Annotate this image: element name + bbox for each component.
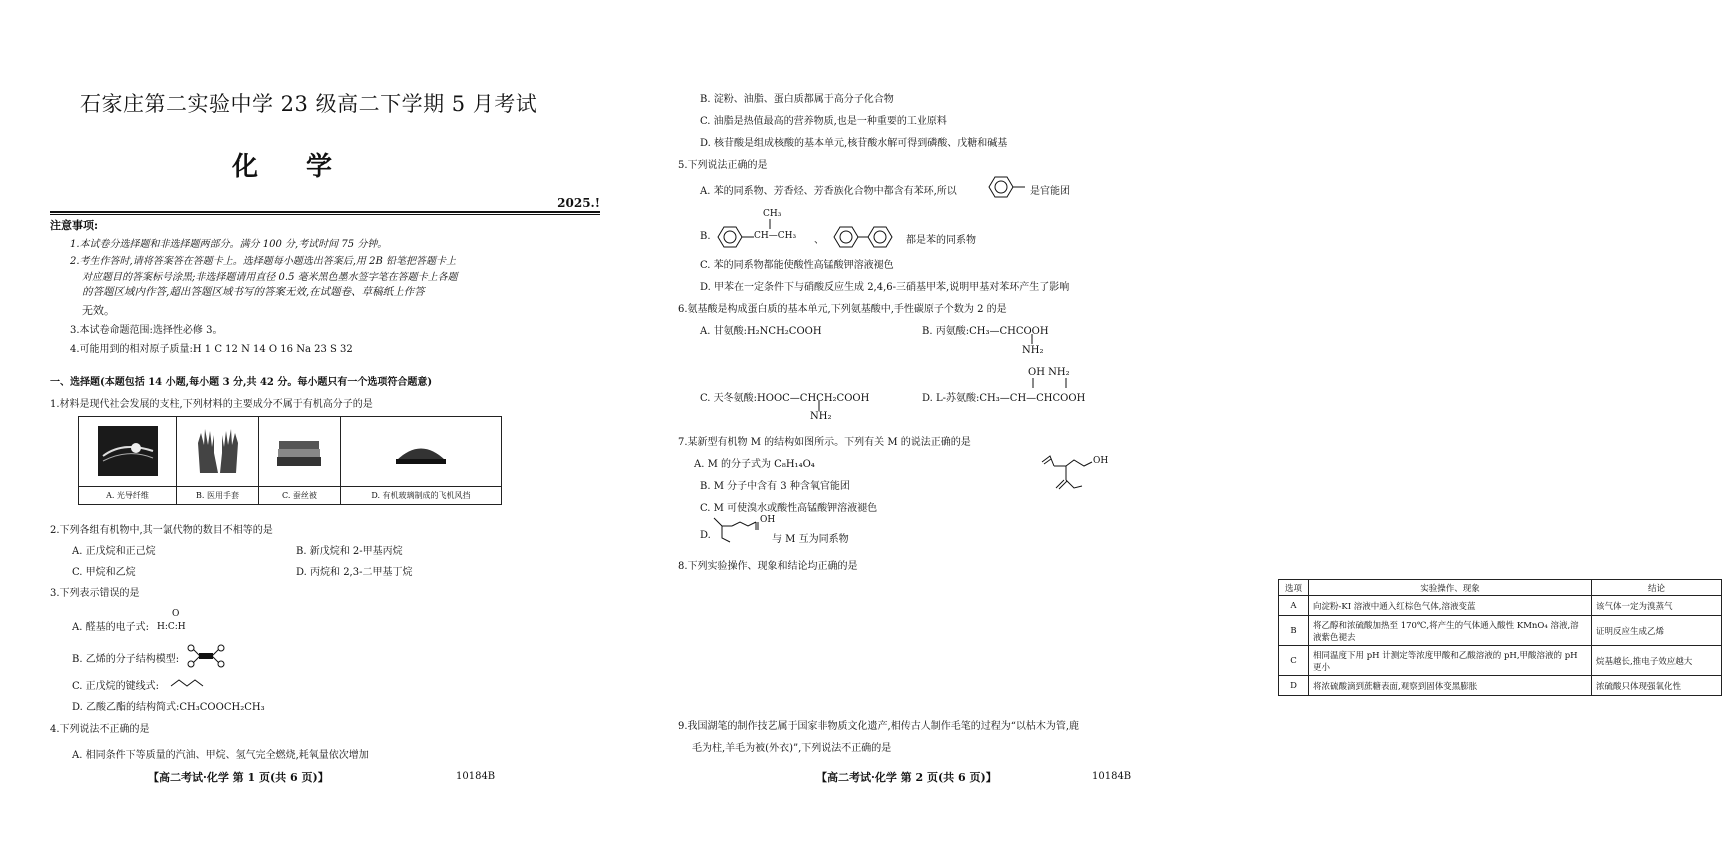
pentane-skeletal bbox=[170, 678, 204, 688]
left-footer: 【高二考试·化学 第 1 页(共 6 页)】 bbox=[148, 771, 329, 784]
q4-option-b: B. 淀粉、油脂、蛋白质都属于高分子化合物 bbox=[700, 94, 894, 105]
biphenyl-icon bbox=[830, 224, 900, 250]
q6-option-a: A. 甘氨酸:H₂NCH₂COOH bbox=[700, 326, 822, 337]
q7-option-c: C. M 可使溴水或酸性高锰酸钾溶液褪色 bbox=[700, 503, 878, 514]
subject-title: 化学 bbox=[232, 152, 381, 182]
exp-row-d-opt: D bbox=[1279, 676, 1309, 696]
notice-2d: 无效。 bbox=[82, 304, 115, 317]
q7-option-b: B. M 分子中含有 3 种含氧官能团 bbox=[700, 481, 850, 492]
q4-option-d: D. 核苷酸是组成核酸的基本单元,核苷酸水解可得到磷酸、戊糖和碱基 bbox=[700, 138, 1008, 149]
q7-option-d-label: D. bbox=[700, 530, 711, 541]
exp-row-c-op: 相同温度下用 pH 计测定等浓度甲酸和乙酸溶液的 pH,甲酸溶液的 pH 更小 bbox=[1309, 646, 1592, 676]
q6-c-bond bbox=[817, 401, 821, 411]
glove-photo bbox=[177, 417, 259, 487]
exp-row-a-opt: A bbox=[1279, 596, 1309, 616]
q3-option-b: B. 乙烯的分子结构模型: bbox=[72, 654, 180, 665]
q5-option-b-post: 都是苯的同系物 bbox=[906, 235, 976, 246]
ethylene-model bbox=[186, 644, 226, 668]
exp-row-b-conc: 证明反应生成乙烯 bbox=[1592, 616, 1722, 646]
exp-header-conclusion: 结论 bbox=[1592, 580, 1722, 596]
q6-c-sub: NH₂ bbox=[810, 411, 832, 422]
caption-a: A. 光导纤维 bbox=[79, 487, 177, 505]
q5-option-a-post: 是官能团 bbox=[1030, 186, 1070, 197]
q7-d-structure bbox=[712, 514, 764, 544]
notice-2: 2.考生作答时,请将答案答在答题卡上。选择题每小题选出答案后,用 2B 铅笔把答题卡上 bbox=[70, 256, 456, 267]
right-code: 10184B bbox=[1092, 771, 1132, 782]
q3-option-c: C. 正戊烷的键线式: bbox=[72, 681, 160, 692]
q7-option-a: A. M 的分子式为 C₈H₁₄O₄ bbox=[694, 459, 815, 470]
exp-row-a-conc: 该气体一定为溴蒸气 bbox=[1592, 596, 1722, 616]
exp-row-b-op: 将乙醇和浓硫酸加热至 170℃,将产生的气体通入酸性 KMnO₄ 溶液,溶液紫色褪去 bbox=[1309, 616, 1592, 646]
header-rule bbox=[50, 211, 600, 213]
q2-option-a: A. 正戊烷和正己烷 bbox=[72, 546, 156, 557]
q5-b-ch3: CH₃ bbox=[763, 209, 782, 219]
q6-b-bond bbox=[1030, 334, 1034, 344]
exp-header-op: 实验操作、现象 bbox=[1309, 580, 1592, 596]
notice-4: 4.可能用到的相对原子质量:H 1 C 12 N 14 O 16 Na 23 S 32 bbox=[70, 344, 353, 355]
q5-option-c: C. 苯的同系物都能使酸性高锰酸钾溶液褪色 bbox=[700, 260, 894, 271]
q2-option-c: C. 甲烷和乙烷 bbox=[72, 567, 136, 578]
q5-b-chain: CH—CH₃ bbox=[754, 231, 797, 241]
fiber-photo bbox=[79, 417, 177, 487]
section-heading: 一、选择题(本题包括 14 小题,每小题 3 分,共 42 分。每小题只有一个选项符合题意) bbox=[50, 377, 433, 388]
q6-option-b: B. 丙氨酸:CH₃—CHCOOH bbox=[922, 326, 1049, 337]
q2-option-b: B. 新戊烷和 2-甲基丙烷 bbox=[296, 546, 403, 557]
caption-b: B. 医用手套 bbox=[177, 487, 259, 505]
q6-option-d: D. L-苏氨酸:CH₃—CH—CHCOOH bbox=[922, 393, 1086, 404]
question-6: 6.氨基酸是构成蛋白质的基本单元,下列氨基酸中,手性碳原子个数为 2 的是 bbox=[678, 304, 1007, 315]
q5-option-a-pre: A. 苯的同系物、芳香烃、芳香族化合物中都含有苯环,所以 bbox=[700, 186, 957, 197]
header-rule-thin bbox=[50, 214, 600, 215]
q5-option-b-label: B. bbox=[700, 231, 711, 242]
q6-option-c: C. 天冬氨酸:HOOC—CHCH₂COOH bbox=[700, 393, 870, 404]
benzene-ring-icon bbox=[983, 174, 1027, 200]
exp-row-b-opt: B bbox=[1279, 616, 1309, 646]
q6-d-top: OH NH₂ bbox=[1028, 367, 1070, 378]
exp-row-c-conc: 烷基越长,推电子效应越大 bbox=[1592, 646, 1722, 676]
m-oh: OH bbox=[1093, 456, 1109, 466]
q3-option-d: D. 乙酸乙酯的结构简式:CH₃COOCH₂CH₃ bbox=[72, 702, 265, 713]
question-2: 2.下列各组有机物中,其一氯代物的数目不相等的是 bbox=[50, 525, 273, 536]
left-code: 10184B bbox=[456, 771, 496, 782]
question-1: 1.材料是现代社会发展的支柱,下列材料的主要成分不属于有机高分子的是 bbox=[50, 399, 373, 410]
exp-header-option: 选项 bbox=[1279, 580, 1309, 596]
question-7: 7.某新型有机物 M 的结构如图所示。下列有关 M 的说法正确的是 bbox=[678, 437, 971, 448]
exam-title: 石家庄第二实验中学 23 级高二下学期 5 月考试 bbox=[80, 92, 538, 116]
right-page: B. 淀粉、油脂、蛋白质都属于高分子化合物 C. 油脂是热值最高的营养物质,也是一种重要的工业原料 D. 核苷酸是组成核酸的基本单元,核苷酸水解可得到磷酸、戊糖和碱基 5.下列说法正确的是 A. 苯的同系物、芳香烃、芳香族化合物中都含有苯环,所以 是官能团 B. CH₃ CH—CH₃ 、 都是苯的同系物 C. 苯的同系物都能使酸性高锰酸钾溶液褪色 D. 甲苯在一定条件下与硝酸反应生成 2,4,6-三硝基甲苯,说明甲基对苯环产生了影响 6.氨基酸是构成蛋白质的基本单元,下列氨基酸中,手性碳原子个数为 2 的是 A. 甘氨酸:H₂NCH₂COOH B. 丙氨酸:CH₃—CHCOOH NH₂ C. 天冬氨酸:HOOC—CHCH₂COOH NH₂ OH NH₂ D. L-苏氨酸:CH₃—CH—CHCOOH 7.某新型有机物 M 的结构如图所示。下列有关 M 的说法正确的是 A. M 的分子式为 C₈H₁₄O₄ B. M 分子中含有 3 种含氧官能团 C. M 可使溴水或酸性高锰酸钾溶液褪色 D. OH 与 M 互为同系物 OH 8.下列实验操作、现象和结论均正确的是 选项 实验操作、现象 结论 A 向淀粉-KI 溶液中通入红棕色气体,溶液变蓝 该气体一定为溴蒸气 B 将乙醇和浓硫酸加热至 170℃,将产生的气体通入酸性 KMnO₄ 溶液,溶液紫色褪去 证明反应生成乙烯 C 相同温度下用 pH 计测定等浓度甲酸和乙酸溶液的 pH,甲酸溶液的 pH 更小 烷基越长,推电子效应越大 D 将浓硫酸滴到蔗糖表面,观察到固体变黑膨胀 浓硫酸只体现强氧化性 9.我国湖笔的制作技艺属于国家非物质文化遗产,相传古人制作毛笔的过程为“以枯木为管,鹿 毛为柱,羊毛为被(外衣)”,下列说法不正确的是 【高二考试·化学 第 2 页(共 6 页)】 10184B bbox=[600, 0, 1200, 847]
materials-table bbox=[78, 416, 502, 505]
q5-b-bond bbox=[768, 219, 772, 229]
q7-option-d-post: 与 M 互为同系物 bbox=[772, 534, 849, 545]
question-9-line1: 9.我国湖笔的制作技艺属于国家非物质文化遗产,相传古人制作毛笔的过程为“以枯木为管,鹿 bbox=[678, 721, 1080, 732]
question-9-line2: 毛为柱,羊毛为被(外衣)”,下列说法不正确的是 bbox=[692, 743, 892, 754]
aldehyde-o: O bbox=[172, 609, 180, 619]
q2-option-d: D. 丙烷和 2,3-二甲基丁烷 bbox=[296, 567, 413, 578]
q5-option-d: D. 甲苯在一定条件下与硝酸反应生成 2,4,6-三硝基甲苯,说明甲基对苯环产生了影响 bbox=[700, 282, 1070, 293]
q6-b-sub: NH₂ bbox=[1022, 345, 1044, 356]
exam-date: 2025.! bbox=[557, 196, 600, 210]
notice-2c: 的答题区域内作答,超出答题区域书写的答案无效,在试题卷、草稿纸上作答 bbox=[82, 286, 425, 298]
question-5: 5.下列说法正确的是 bbox=[678, 160, 768, 171]
question-8: 8.下列实验操作、现象和结论均正确的是 bbox=[678, 561, 858, 572]
left-page bbox=[0, 0, 600, 847]
caption-d: D. 有机玻璃制成的飞机风挡 bbox=[340, 487, 501, 505]
question-3: 3.下列表示错误的是 bbox=[50, 588, 140, 599]
q4-option-c: C. 油脂是热值最高的营养物质,也是一种重要的工业原料 bbox=[700, 116, 947, 127]
exp-row-d-conc: 浓硫酸只体现强氧化性 bbox=[1592, 676, 1722, 696]
windshield-photo bbox=[340, 417, 501, 487]
question-4: 4.下列说法不正确的是 bbox=[50, 724, 150, 735]
exp-row-c-opt: C bbox=[1279, 646, 1309, 676]
aldehyde-formula: H:C:H bbox=[157, 622, 186, 632]
q6-d-bonds bbox=[1030, 378, 1070, 388]
quilt-photo bbox=[258, 417, 340, 487]
notice-1: 1.本试卷分选择题和非选择题两部分。满分 100 分,考试时间 75 分钟。 bbox=[70, 239, 388, 250]
q4-option-a: A. 相同条件下等质量的汽油、甲烷、氢气完全燃烧,耗氧量依次增加 bbox=[72, 750, 369, 761]
notice-2b: 对应题目的答案标号涂黑;非选择题请用直径 0.5 毫米黑色墨水签字笔在答题卡上各题 bbox=[82, 272, 458, 283]
experiment-table bbox=[1278, 579, 1722, 696]
caption-c: C. 蚕丝被 bbox=[258, 487, 340, 505]
exp-row-a-op: 向淀粉-KI 溶液中通入红棕色气体,溶液变蓝 bbox=[1309, 596, 1592, 616]
notice-3: 3.本试卷命题范围:选择性必修 3。 bbox=[70, 325, 223, 336]
notice-heading: 注意事项: bbox=[50, 219, 99, 232]
q3-option-a: A. 醛基的电子式: bbox=[72, 622, 149, 633]
right-footer: 【高二考试·化学 第 2 页(共 6 页)】 bbox=[816, 771, 997, 784]
exp-row-d-op: 将浓硫酸滴到蔗糖表面,观察到固体变黑膨胀 bbox=[1309, 676, 1592, 696]
q7-d-oh: OH bbox=[760, 515, 776, 525]
